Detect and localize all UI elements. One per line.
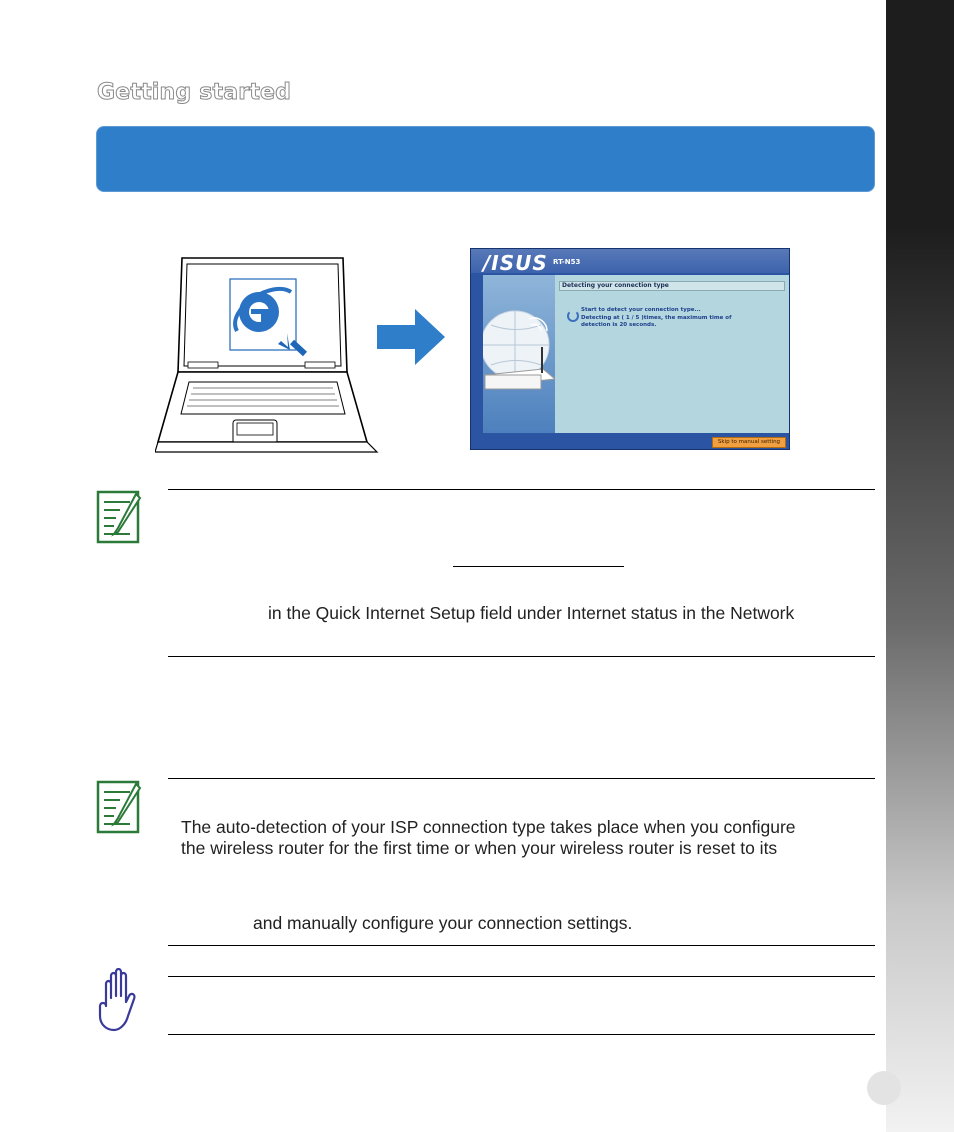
loading-spinner-icon [567, 310, 579, 322]
right-arrow-icon [377, 307, 447, 367]
page-number-circle [867, 1071, 901, 1105]
laptop-illustration [155, 254, 379, 458]
note2-text-line1: The auto-detection of your ISP connection type takes place when you configure [181, 817, 796, 837]
caution-hand-icon [96, 968, 138, 1032]
router-graphic-panel [483, 275, 555, 433]
detection-panel [555, 275, 789, 433]
address-link-underline [453, 566, 624, 567]
detection-status-line1: Start to detect your connection type... [581, 307, 701, 313]
router-model-label: RT-N53 [553, 258, 581, 266]
skip-to-manual-setting-button[interactable]: Skip to manual setting [712, 437, 786, 448]
globe-router-icon [483, 275, 555, 433]
detection-status-line2: Detecting at ( 1 / 5 )times, the maximum time of [581, 315, 732, 321]
asus-logo: /ISUS [483, 251, 548, 275]
note1-bottom-rule [168, 656, 875, 657]
note2-bottom-rule [168, 945, 875, 946]
note1-text: in the Quick Internet Setup field under Internet status in the Network [268, 603, 795, 623]
note-pencil-icon [96, 778, 142, 834]
note1-top-rule [168, 489, 875, 490]
detection-panel-title: Detecting your connection type [559, 281, 785, 291]
detection-status-line3: detection is 20 seconds. [581, 322, 657, 328]
step-banner [96, 126, 875, 192]
note-pencil-icon [96, 488, 142, 544]
caution-top-rule [168, 976, 875, 977]
router-header [471, 249, 789, 273]
note2-top-rule [168, 778, 875, 779]
caution-bottom-rule [168, 1034, 875, 1035]
note2-text-line3: and manually configure your connection settings. [253, 913, 633, 933]
router-setup-screenshot [470, 248, 790, 450]
note2-text-line2: the wireless router for the first time or when your wireless router is reset to its [181, 838, 778, 858]
chapter-side-tab [886, 0, 954, 1132]
section-title: Getting started [97, 80, 292, 105]
